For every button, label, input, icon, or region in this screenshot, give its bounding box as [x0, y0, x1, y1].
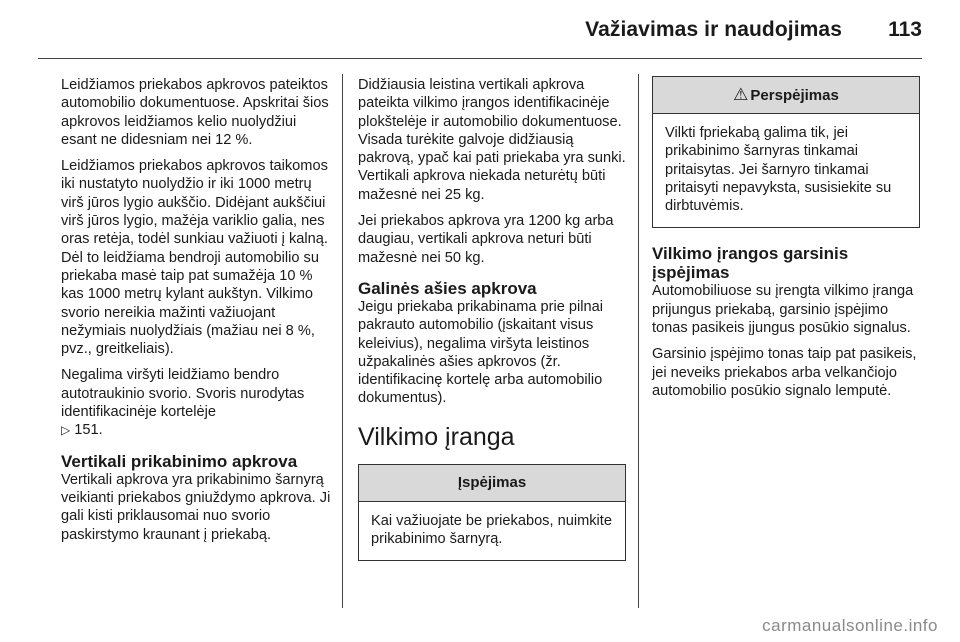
paragraph: Automobiliuose su įrengta vilkimo įranga prijungus priekabą, garsinio įspėjimo tonas pasikeis įjungus posūkio signalus. [652, 283, 914, 337]
warning-box [652, 76, 920, 228]
warning-triangle-icon: ⚠ [733, 85, 749, 104]
paragraph: Vertikali apkrova yra prikabinimo šarnyrą veikianti priekabos gniuždymo apkrova. Ji gali kisti priklausomai nuo svorio paskirstymo kraunant į priekabą. [61, 471, 331, 543]
warning-header [653, 77, 919, 114]
paragraph: Didžiausia leistina vertikali apkrova pateikta vilkimo įrangos identifikacinėje plokštelėje ir automobilio dokumentuose. Visada turėkite galvoje didžiausią pakrovą, ypač kai pati priekaba yra sunki. Vertikali apkrova niekada neturėtų būti mažesnė nei 25 kg. [358, 77, 626, 203]
warning-title: Perspėjimas [750, 87, 839, 104]
paragraph: Jeigu priekaba prikabinama prie pilnai pakrauto automobilio (įskaitant visus keleivius), negalima viršyta leistinos užpakalinės ašies apkrovos (žr. identifikacinę kortelę arba automobilio dokumentus). [358, 298, 603, 407]
notice-box [358, 464, 626, 562]
column-divider [638, 74, 639, 608]
notice-text: Kai važiuojate be priekabos, nuimkite prikabinimo šarnyrą. [371, 512, 612, 548]
section-heading: Galinės ašies apkrova [358, 278, 537, 298]
paragraph [61, 366, 331, 439]
paragraph-text: Negalima viršyti leidžiamo bendro autotraukinio svorio. Svoris nurodytas identifikacinėje kortelėje [61, 367, 305, 421]
column-right [652, 76, 920, 408]
paragraph: Leidžiamos priekabos apkrovos taikomos iki nustatyto nuolydžio ir iki 1000 metrų virš jūros lygio aukščio. Didėjant aukščiui virš jūros lygio, mažėja variklio galia, nes oras retėja, todėl sunkiau važiuoti į kalną. Dėl to leidžiama bendroji automobilio su priekaba masė taip pat sumažėja 10 % kas 1000 metrų kylant aukštyn. Vilkimo svorio nereikia mažinti važiuojant nežymiais nuolydžiais (mažiau nei 8 %, pvz., greitkeliais). [61, 158, 328, 358]
notice-title: Įspėjimas [359, 465, 625, 502]
column-middle [358, 76, 626, 561]
header-rule [38, 58, 922, 59]
page-header [0, 0, 960, 60]
chapter-heading: Vilkimo įranga [358, 422, 515, 451]
warning-text: Vilkti fpriekabą galima tik, jei prikabinimo šarnyras tinkamai pritaisytas. Jei šarnyro tinkamai pritaisyti nepavyksta, susisiekite su dirbtuvėmis. [665, 125, 892, 215]
watermark: carmanualsonline.info [762, 616, 938, 635]
section-heading: Vilkimo įrangos garsinis įspėjimas [652, 244, 849, 283]
page-number: 113 [888, 18, 922, 41]
paragraph: Jei priekabos apkrova yra 1200 kg arba daugiau, vertikali apkrova neturi būti mažesnė nei 50 kg. [358, 213, 614, 266]
column-left [61, 76, 331, 552]
page-title: Važiavimas ir naudojimas [585, 18, 842, 41]
xref-arrow-icon: ▷ [61, 423, 71, 438]
paragraph: Garsinio įspėjimo tonas taip pat pasikeis, jei neveiks priekabos arba velkančiojo automobilio posūkio signalo lemputė. [652, 346, 917, 399]
column-divider [342, 74, 343, 608]
page-reference[interactable]: 151. [74, 422, 103, 439]
paragraph: Leidžiamos priekabos apkrovos pateiktos automobilio dokumentuose. Apskritai šios apkrovos leidžiamos kelio nuolydžiui esant ne didesniam nei 12 %. [61, 77, 329, 148]
section-heading: Vertikali prikabinimo apkrova [61, 451, 298, 471]
